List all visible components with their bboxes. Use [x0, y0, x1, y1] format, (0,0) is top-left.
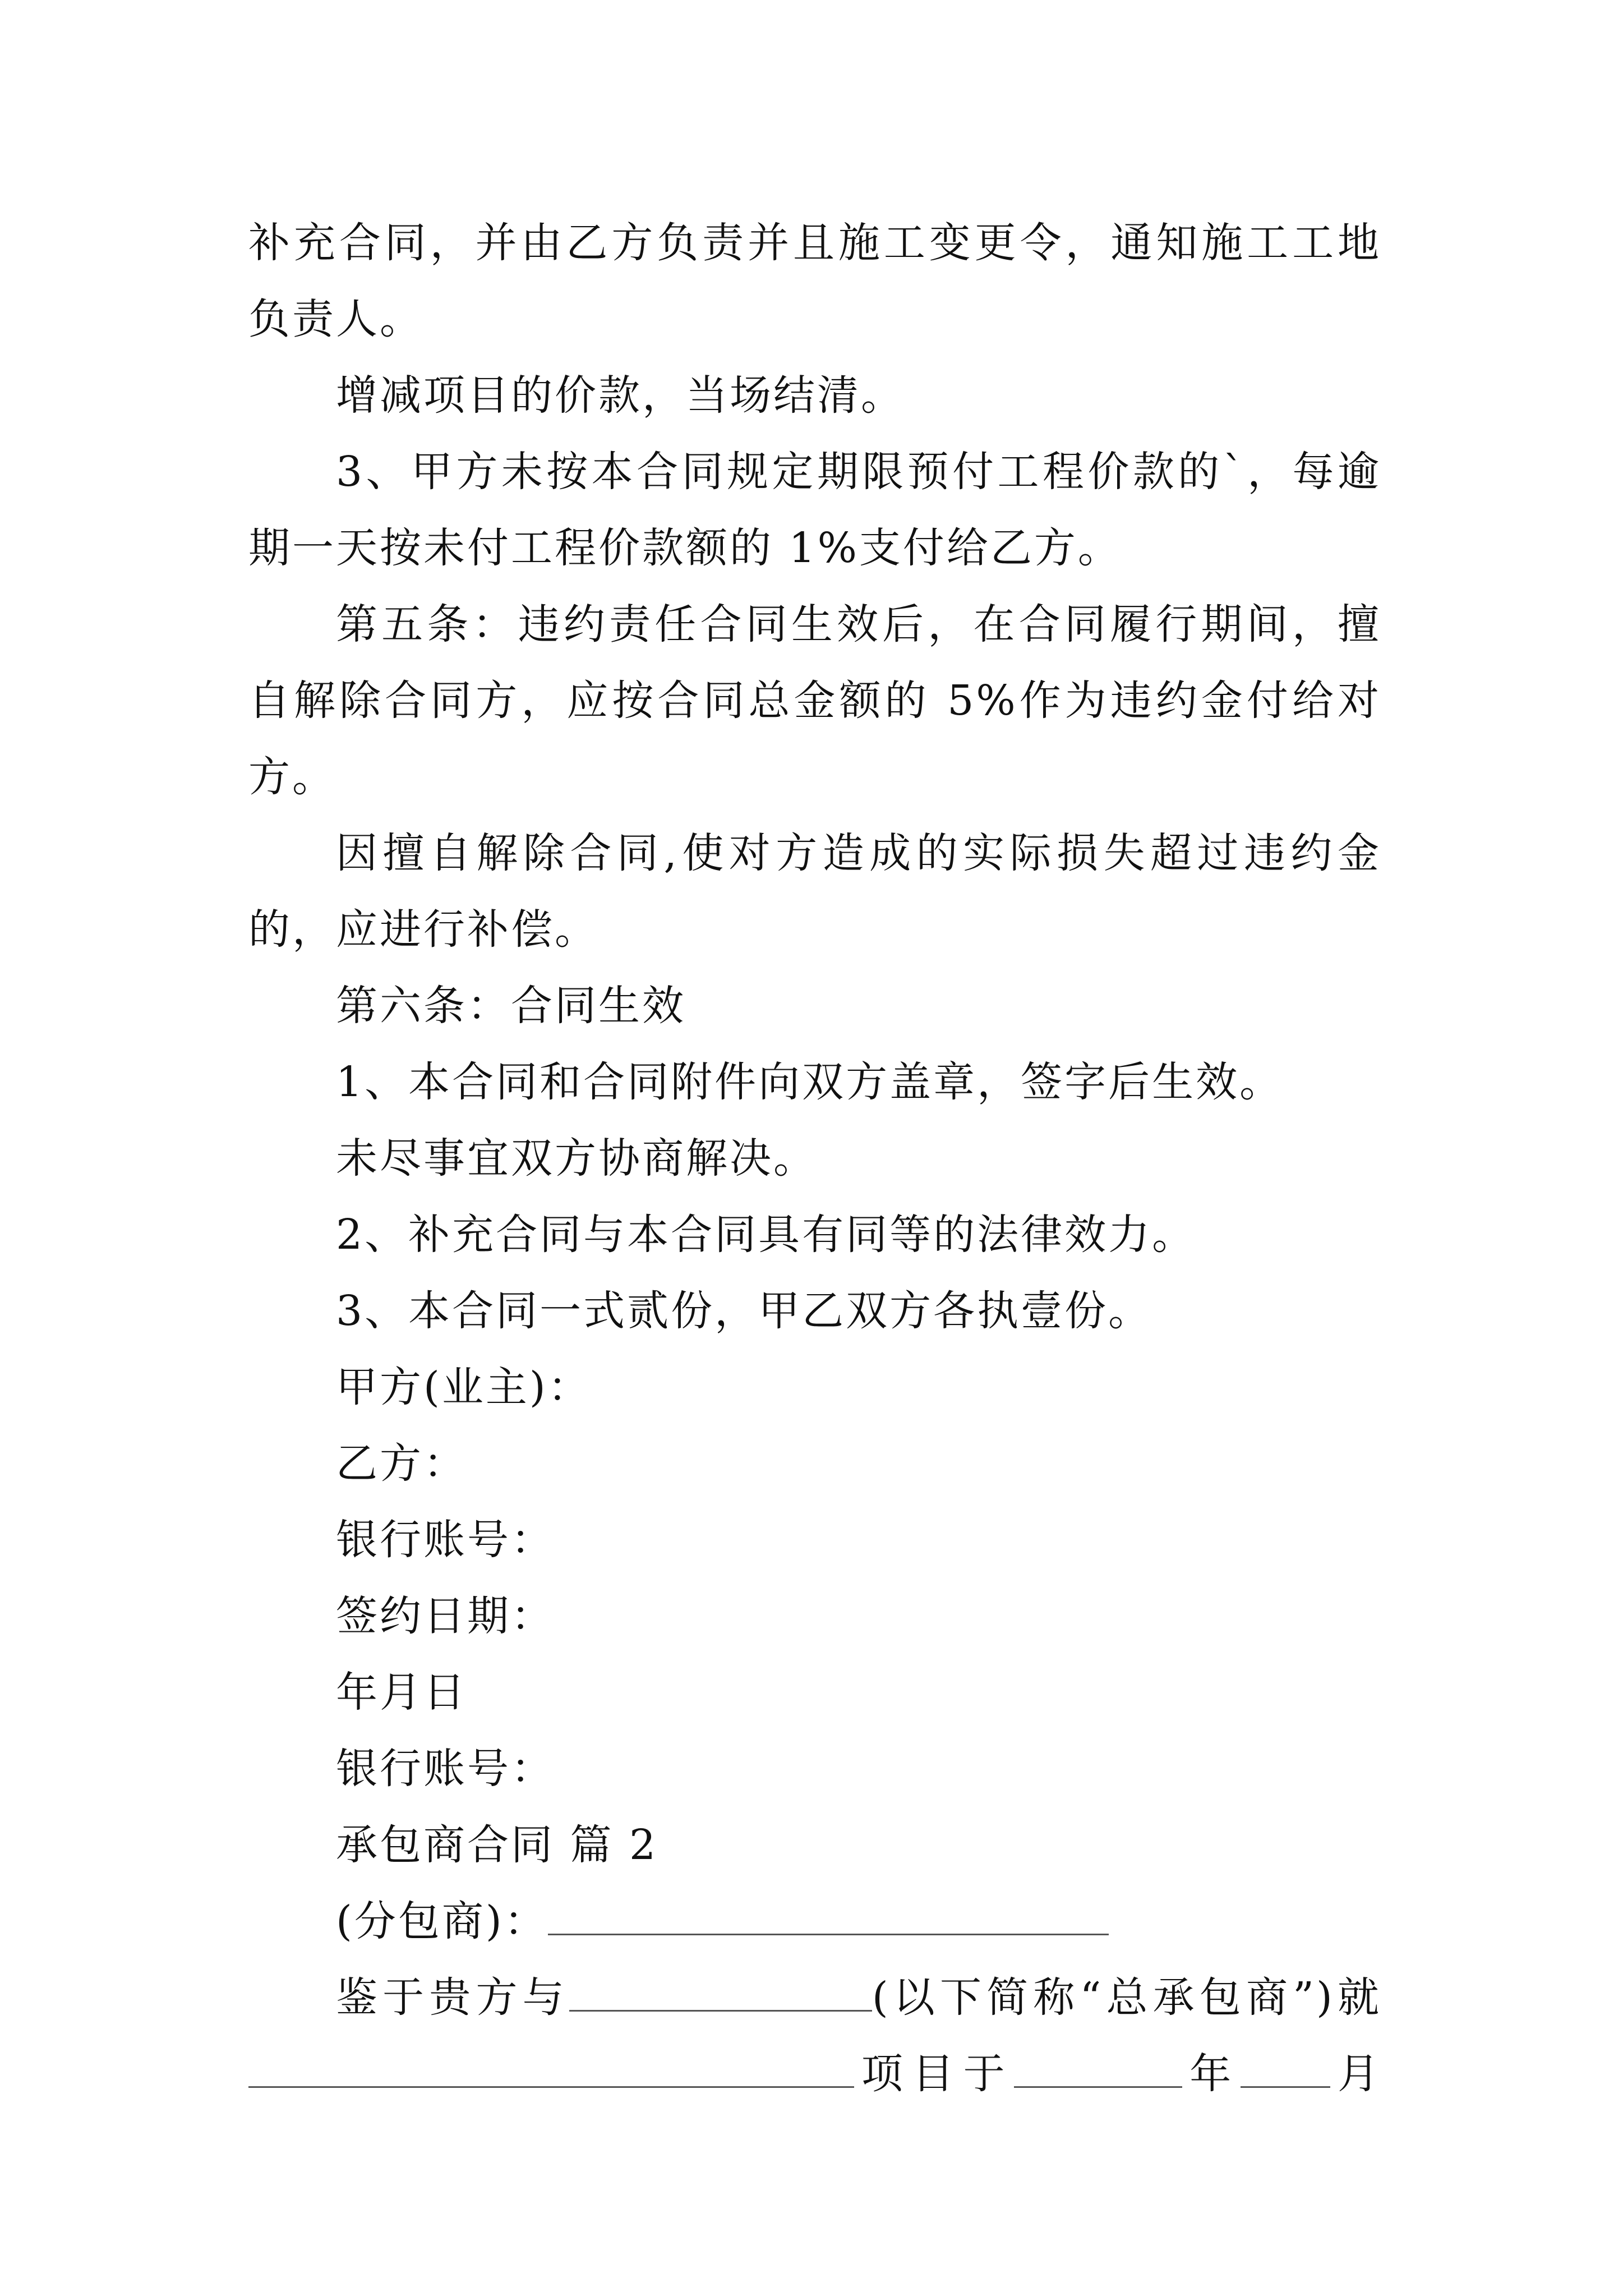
bank-account-label-2: 银行账号： — [336, 1745, 555, 1793]
document-body — [248, 205, 1381, 2112]
paragraph-compensation: 因擅自解除合同,使对方造成的实际损失超过违约金的，应进行补偿。 — [248, 829, 1381, 954]
project-text: 项目于 — [854, 2050, 1015, 2098]
paragraph-settlement: 增减项目的价款，当场结清。 — [336, 371, 905, 420]
whereas-line — [248, 1959, 1381, 2036]
general-contractor-blank — [569, 1976, 872, 2012]
heading-article-6: 第六条：合同生效 — [336, 982, 686, 1030]
paragraph-article-5: 第五条：违约责任合同生效后，在合同履行期间，擅自解除合同方，应按合同总金额的 5%作为违约金付给对方。 — [248, 600, 1381, 801]
year-text: 年 — [1182, 2050, 1241, 2098]
project-name-blank — [248, 2053, 854, 2088]
year-blank — [1014, 2053, 1182, 2088]
paragraph-effect-3: 3、本合同一式贰份，甲乙双方各执壹份。 — [336, 1287, 1152, 1335]
paragraph-negotiation: 未尽事宜双方协商解决。 — [336, 1134, 817, 1182]
section-title: 承包商合同 篇 2 — [336, 1821, 658, 1869]
paragraph-effect-1: 1、本合同和合同附件向双方盖章，签字后生效。 — [336, 1058, 1284, 1106]
paragraph-late-payment: 3、甲方未按本合同规定期限预付工程价款的`，每逾期一天按未付工程价款额的 1%支付给乙方。 — [248, 448, 1381, 572]
party-b-label: 乙方： — [336, 1439, 467, 1488]
month-text: 月 — [1330, 2050, 1382, 2098]
bank-account-label: 银行账号： — [336, 1516, 555, 1564]
paragraph-effect-2: 2、补充合同与本合同具有同等的法律效力。 — [336, 1211, 1196, 1259]
party-a-label: 甲方(业主)： — [336, 1363, 592, 1411]
whereas-text-b: (以下简称“总承包商”)就 — [872, 1973, 1381, 2022]
signing-date-label: 签约日期： — [336, 1592, 555, 1640]
month-blank — [1241, 2053, 1330, 2088]
project-date-line — [248, 2036, 1381, 2112]
whereas-text-a: 鉴于贵方与 — [336, 1973, 569, 2022]
subcontractor-line — [248, 1883, 1381, 1959]
subcontractor-label: (分包商)： — [336, 1897, 548, 1945]
date-placeholder: 年月日 — [336, 1668, 467, 1717]
subcontractor-blank — [548, 1900, 1109, 1935]
paragraph-supplement: 补充合同，并由乙方负责并且施工变更令，通知施工工地负责人。 — [248, 219, 1381, 343]
